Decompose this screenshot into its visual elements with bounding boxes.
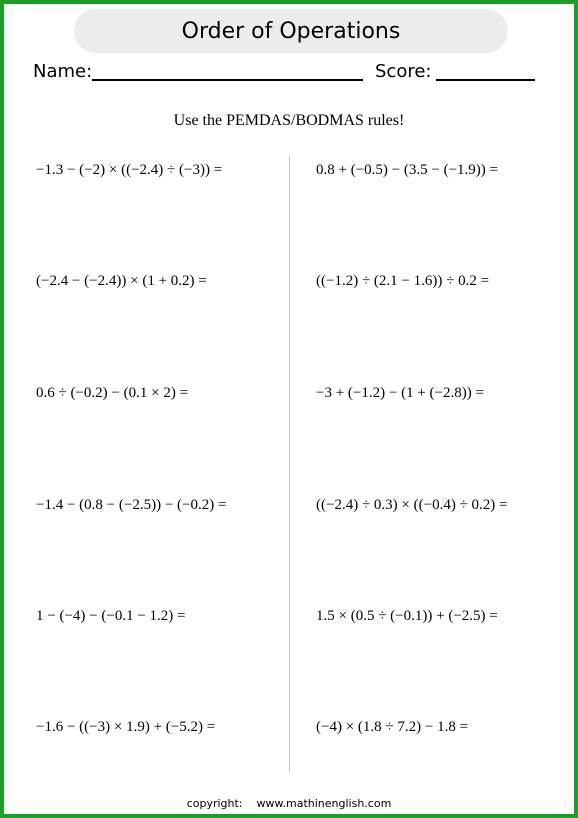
- problem-right-1: 0.8 + (−0.5) − (3.5 − (−1.9)) =: [316, 162, 498, 178]
- score-label: Score:: [375, 61, 432, 82]
- name-field[interactable]: [92, 79, 363, 81]
- problem-left-4: −1.4 − (0.8 − (−2.5)) − (−0.2) =: [36, 497, 227, 513]
- website-link[interactable]: www.mathinenglish.com: [256, 797, 392, 810]
- column-divider: [289, 155, 290, 772]
- page-title: Order of Operations: [181, 18, 401, 44]
- problem-left-6: −1.6 − ((−3) × 1.9) + (−5.2) =: [36, 719, 216, 735]
- problem-left-2: (−2.4 − (−2.4)) × (1 + 0.2) =: [36, 273, 207, 289]
- instructions: Use the PEMDAS/BODMAS rules!: [173, 112, 405, 129]
- problem-right-4: ((−2.4) ÷ 0.3) × ((−0.4) ÷ 0.2) =: [316, 497, 508, 513]
- title-banner: [74, 9, 508, 53]
- copyright-label: copyright:: [186, 797, 243, 810]
- problem-right-6: (−4) × (1.8 ÷ 7.2) − 1.8 =: [316, 719, 469, 735]
- problem-left-1: −1.3 − (−2) × ((−2.4) ÷ (−3)) =: [36, 162, 223, 178]
- problem-right-3: −3 + (−1.2) − (1 + (−2.8)) =: [316, 385, 484, 401]
- problem-right-2: ((−1.2) ÷ (2.1 − 1.6)) ÷ 0.2 =: [316, 273, 490, 289]
- footer: [0, 797, 578, 810]
- problem-right-5: 1.5 × (0.5 ÷ (−0.1)) + (−2.5) =: [316, 608, 498, 624]
- name-label: Name:: [33, 61, 93, 82]
- problem-left-3: 0.6 ÷ (−0.2) − (0.1 × 2) =: [36, 385, 189, 401]
- problem-left-5: 1 − (−4) − (−0.1 − 1.2) =: [36, 608, 186, 624]
- score-field[interactable]: [436, 79, 535, 81]
